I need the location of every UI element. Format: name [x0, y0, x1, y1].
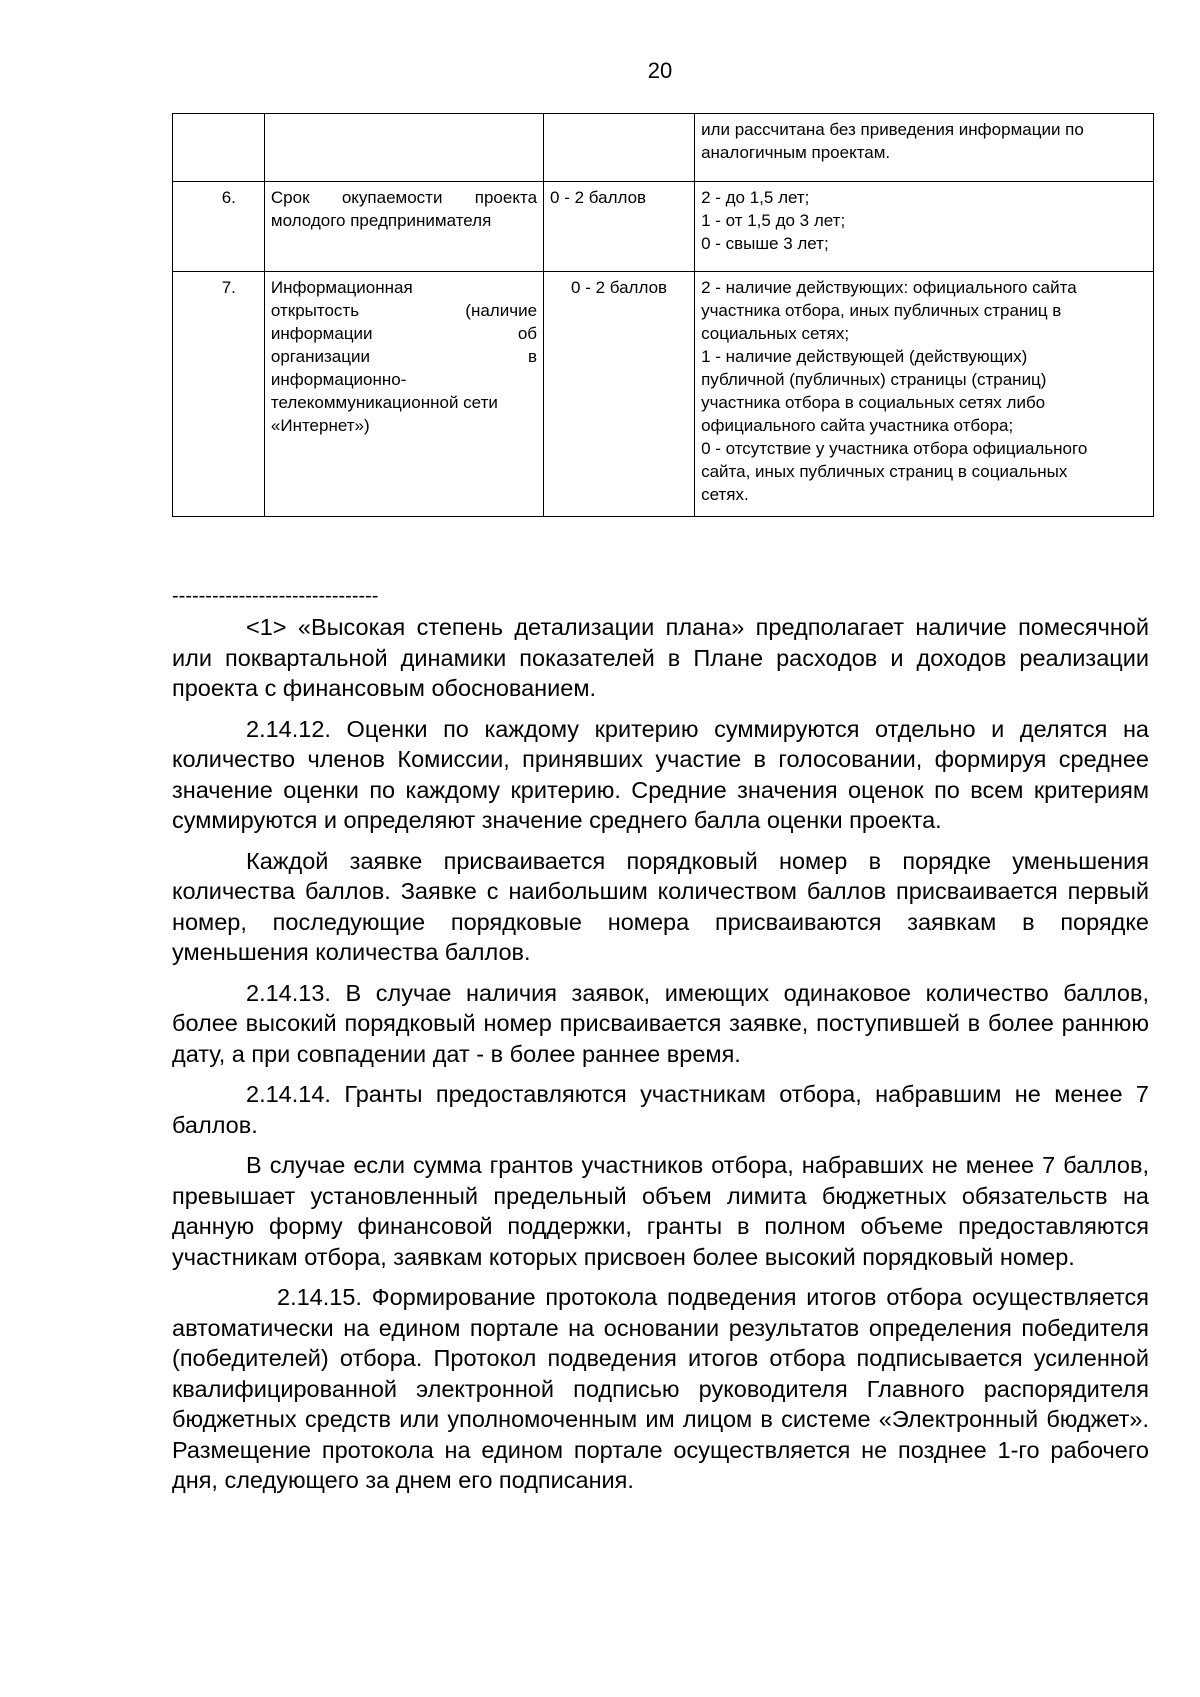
description-line: 1 - от 1,5 до 3 лет;: [701, 211, 846, 230]
description-line: публичной (публичных) страницы (страниц): [701, 370, 1047, 389]
score-range-cell: [544, 114, 695, 182]
criterion-name-cell: [264, 182, 543, 272]
description-line: социальных сетях;: [701, 324, 850, 343]
name-line: информационно-: [270, 370, 407, 389]
row-number-cell: 6.: [173, 182, 265, 272]
name-line: организации в: [270, 347, 538, 366]
description-line: сайта, иных публичных страниц в социальных: [701, 462, 1068, 481]
body-text: [172, 612, 1149, 1506]
score-range-cell: 0 - 2 баллов: [544, 182, 695, 272]
name-line: информации об: [270, 324, 538, 343]
name-line: «Интернет»): [270, 416, 370, 435]
table-row: [173, 272, 1154, 517]
criterion-name-cell: [264, 272, 543, 517]
score-description-cell: [695, 182, 1154, 272]
criteria-table: [172, 113, 1154, 517]
description-line: 1 - наличие действующей (действующих): [701, 347, 1028, 366]
score-description-cell: [695, 114, 1154, 182]
description-line: аналогичным проектам.: [701, 143, 891, 162]
description-line: участника отбора в социальных сетях либо: [701, 393, 1046, 412]
row-number-cell: [173, 114, 265, 182]
name-line: телекоммуникационной сети: [270, 393, 498, 412]
score-range-cell: 0 - 2 баллов: [544, 272, 695, 517]
name-line: Срок окупаемости проекта: [270, 188, 538, 207]
name-line: открытость (наличие: [270, 301, 538, 320]
description-line: 0 - отсутствие у участника отбора официального: [701, 439, 1088, 458]
description-line: 0 - свыше 3 лет;: [701, 234, 829, 253]
paragraph-2-14-13: 2.14.13. В случае наличия заявок, имеющих одинаковое количество баллов, более высокий порядковый номер присваивается заявке, поступившей в более раннюю дату, а при совпадении дат - в более раннее время.: [172, 979, 1149, 1067]
footnote-separator: -------------------------------: [172, 585, 379, 607]
name-line: Информационная: [270, 278, 413, 297]
paragraph-2-14-12: 2.14.12. Оценки по каждому критерию суммируются отдельно и делятся на количество членов Комиссии, принявших участие в голосовании, формируя среднее значение оценки по каждому критерию. Средние значения оценок по всем критериям суммируются и определяют значение среднего балла оценки проекта.: [172, 715, 1149, 833]
description-line: сетях.: [701, 485, 749, 504]
description-line: 2 - наличие действующих: официального сайта: [701, 278, 1077, 297]
table-row: [173, 182, 1154, 272]
paragraph-2-14-15: 2.14.15. Формирование протокола подведения итогов отбора осуществляется автоматически на едином портале на основании результатов определения победителя (победителей) отбора. Протокол подведения итогов отбора подписывается усиленной квалифицированной электронной подписью руководителя Главного распорядителя бюджетных средств или уполномоченным им лицом в системе «Электронный бюджет». Размещение протокола на едином портале осуществляется не позднее 1-го рабочего дня, следующего за днем его подписания.: [172, 1284, 1149, 1493]
description-line: участника отбора, иных публичных страниц в: [701, 301, 1062, 320]
page-number: 20: [647, 58, 673, 83]
paragraph-2-14-14: 2.14.14. Гранты предоставляются участникам отбора, набравшим не менее 7 баллов.: [172, 1081, 1149, 1138]
description-line: официального сайта участника отбора;: [701, 416, 1014, 435]
criterion-name-cell: [264, 114, 543, 182]
paragraph-grant-limit: В случае если сумма грантов участников отбора, набравших не менее 7 баллов, превышает установленный предельный объем лимита бюджетных обязательств на данную форму финансовой поддержки, гранты в полном объеме предоставляются участникам отбора, заявкам которых присвоен более высокий порядковый номер.: [172, 1152, 1149, 1270]
footnote-paragraph: <1> «Высокая степень детализации плана» предполагает наличие помесячной или поквартальной динамики показателей в Плане расходов и доходов реализации проекта с финансовым обоснованием.: [172, 614, 1149, 701]
description-line: 2 - до 1,5 лет;: [701, 188, 810, 207]
paragraph-numbering: Каждой заявке присваивается порядковый номер в порядке уменьшения количества баллов. Заявке с наибольшим количеством баллов присваивается первый номер, последующие порядковые номера присваиваются заявкам в порядке уменьшения количества баллов.: [172, 847, 1149, 965]
description-line: или рассчитана без приведения информации по: [701, 120, 1084, 139]
table-row: [173, 114, 1154, 182]
name-line: молодого предпринимателя: [270, 211, 492, 230]
score-description-cell: [695, 272, 1154, 517]
row-number-cell: 7.: [173, 272, 265, 517]
